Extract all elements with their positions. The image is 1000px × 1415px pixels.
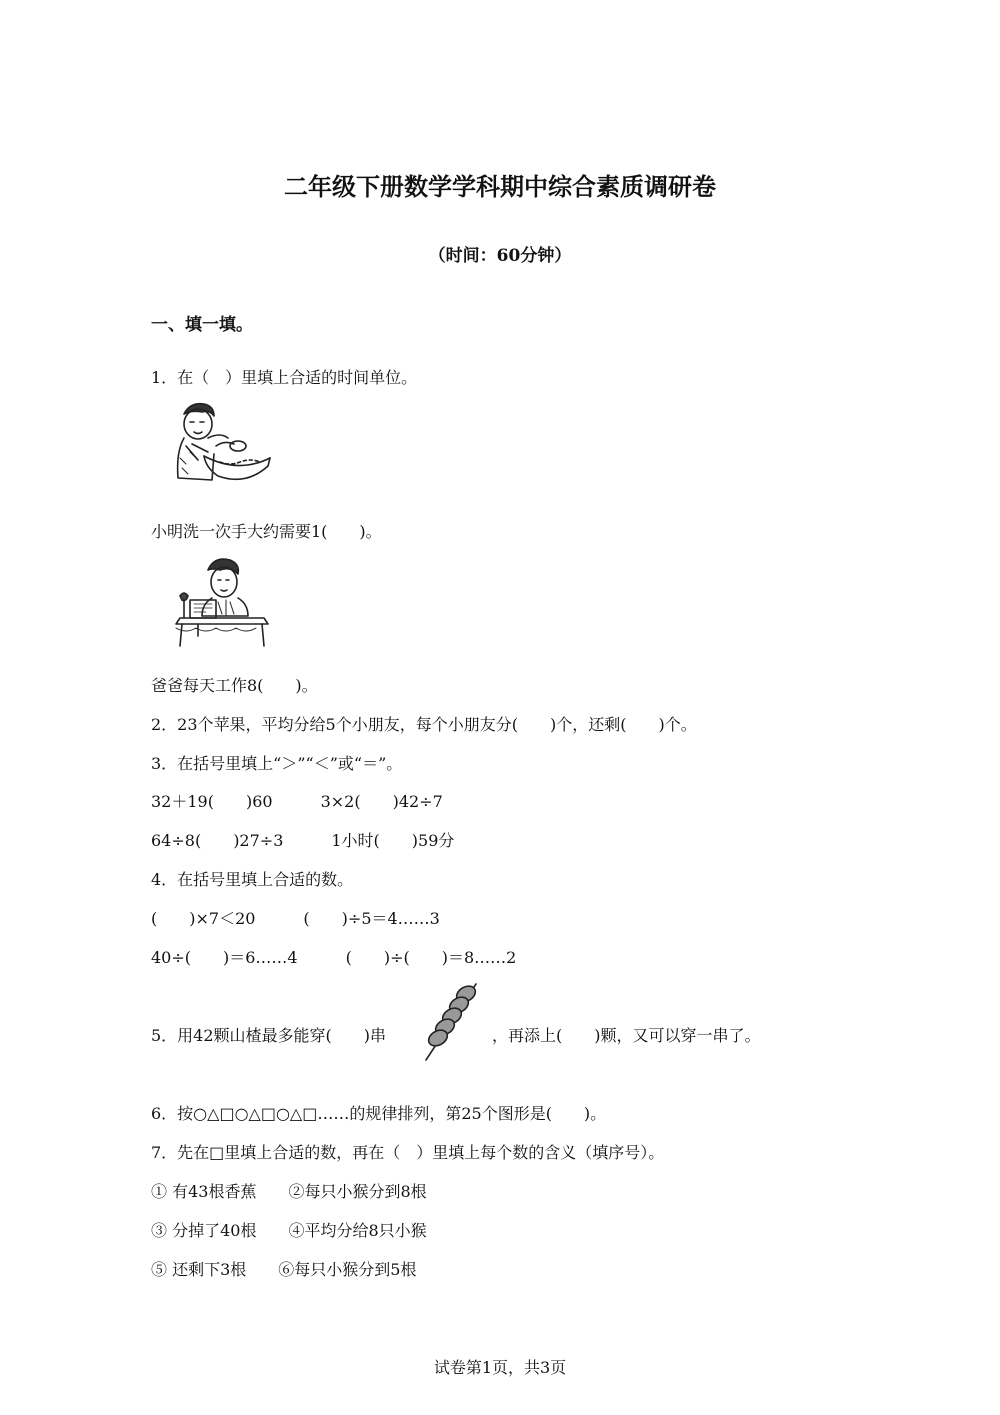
question-6: 6．按○△□○△□○△□……的规律排列，第25个图形是( )。 xyxy=(151,1104,607,1123)
exam-duration: （时间：60分钟） xyxy=(428,246,572,266)
question-7-options-row-2: ③ 分掉了40根 ④平均分给8只小猴 xyxy=(151,1221,427,1240)
page-title: 二年级下册数学学科期中综合素质调研卷 xyxy=(284,172,716,201)
section-heading-fill-in: 一、填一填。 xyxy=(151,315,253,335)
question-1-line-b: 爸爸每天工作8( )。 xyxy=(151,676,318,695)
question-3-row-2: 64÷8( )27÷3 1小时( )59分 xyxy=(151,831,455,850)
question-1-prompt: 1．在（ ）里填上合适的时间单位。 xyxy=(151,368,418,387)
question-7-options-row-1: ① 有43根香蕉 ②每只小猴分到8根 xyxy=(151,1182,427,1201)
question-3-prompt: 3．在括号里填上“＞”“＜”或“＝”。 xyxy=(151,754,403,773)
question-7-options-row-3: ⑤ 还剩下3根 ⑥每只小猴分到5根 xyxy=(151,1260,417,1279)
question-4-prompt: 4．在括号里填上合适的数。 xyxy=(151,870,354,889)
boy-washing-hands-illustration xyxy=(168,400,274,486)
question-7-prompt: 7．先在□里填上合适的数，再在（ ）里填上每个数的含义（填序号）。 xyxy=(151,1143,665,1162)
man-working-at-desk-illustration xyxy=(168,556,274,648)
question-1-line-a: 小明洗一次手大约需要1( )。 xyxy=(151,522,382,541)
question-5-text-after: ，再添上( )颗，又可以穿一串了。 xyxy=(492,1026,761,1045)
hawthorn-skewer-icon xyxy=(418,980,484,1064)
question-4-row-1: ( )×7＜20 ( )÷5＝4……3 xyxy=(151,909,440,928)
question-5-text-before: 5．用42颗山楂最多能穿( )串 xyxy=(151,1026,387,1045)
page-footer: 试卷第1页，共3页 xyxy=(433,1358,567,1377)
question-4-row-2: 40÷( )＝6……4 ( )÷( )＝8……2 xyxy=(151,948,517,967)
question-2: 2．23个苹果，平均分给5个小朋友，每个小朋友分( )个，还剩( )个。 xyxy=(151,715,697,734)
question-3-row-1: 32＋19( )60 3×2( )42÷7 xyxy=(151,792,443,811)
